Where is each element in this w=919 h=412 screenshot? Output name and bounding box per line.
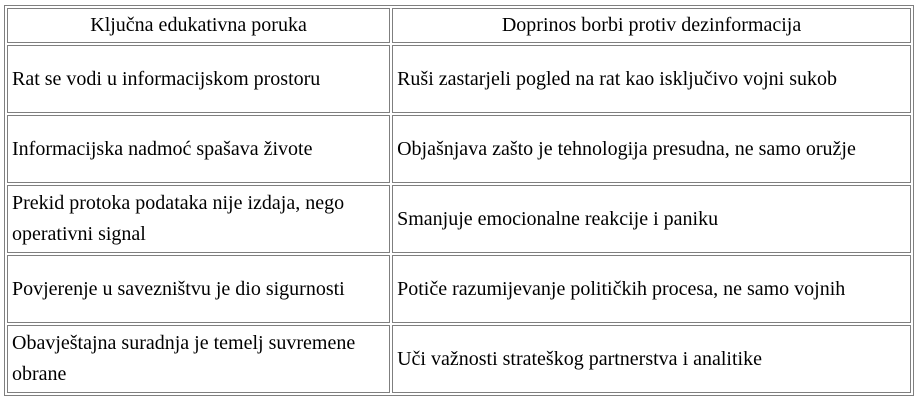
table-row	[7, 45, 911, 113]
education-messages-table	[4, 5, 914, 396]
document-container	[4, 5, 914, 396]
table-row	[7, 185, 911, 253]
key-message-cell: Obavještajna suradnja je temelj suvremene obrane	[7, 325, 390, 393]
header-contribution: Doprinos borbi protiv dezinformacija	[392, 8, 911, 43]
header-key-message: Ključna edukativna poruka	[7, 8, 390, 43]
contribution-cell: Ruši zastarjeli pogled na rat kao isključivo vojni sukob	[392, 45, 911, 113]
table-row	[7, 325, 911, 393]
table-row	[7, 255, 911, 323]
contribution-cell: Objašnjava zašto je tehnologija presudna, ne samo oružje	[392, 115, 911, 183]
contribution-cell: Potiče razumijevanje političkih procesa, ne samo vojnih	[392, 255, 911, 323]
key-message-cell: Informacijska nadmoć spašava živote	[7, 115, 390, 183]
contribution-cell: Smanjuje emocionalne reakcije i paniku	[392, 185, 911, 253]
table-row	[7, 115, 911, 183]
key-message-cell: Prekid protoka podataka nije izdaja, nego operativni signal	[7, 185, 390, 253]
key-message-cell: Rat se vodi u informacijskom prostoru	[7, 45, 390, 113]
table-header-row	[7, 8, 911, 43]
contribution-cell: Uči važnosti strateškog partnerstva i analitike	[392, 325, 911, 393]
key-message-cell: Povjerenje u savezništvu je dio sigurnosti	[7, 255, 390, 323]
